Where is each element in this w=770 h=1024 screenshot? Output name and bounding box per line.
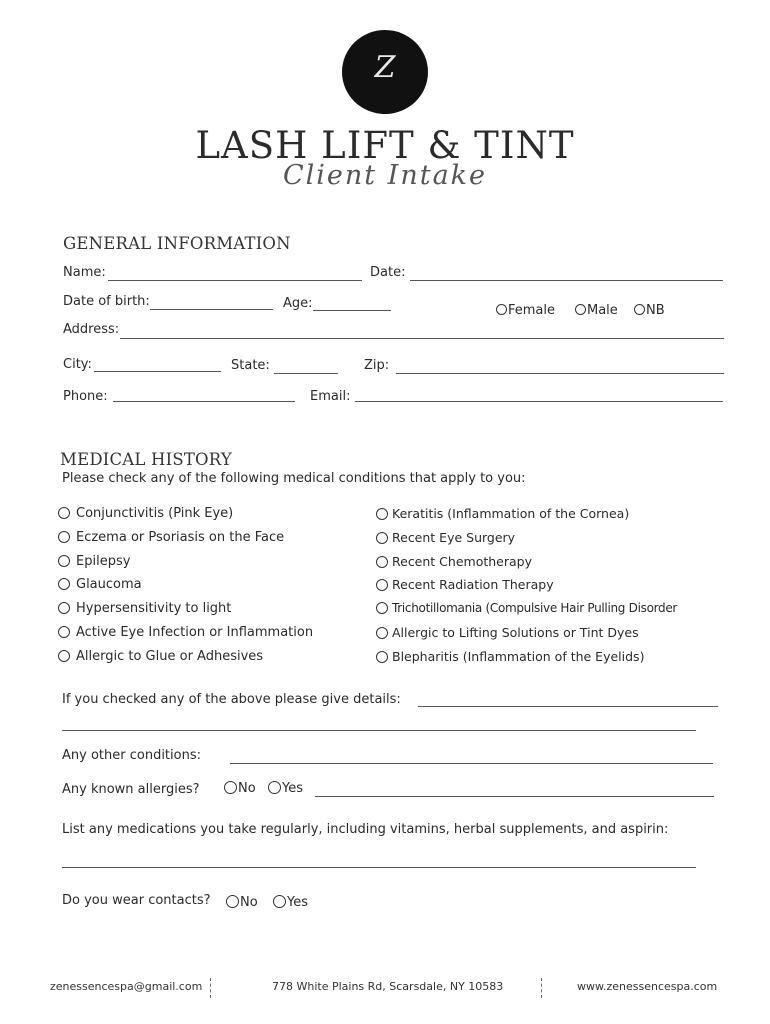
medications-label: List any medications you take regularly, including vitamins, herbal supplements, and aspirin:	[62, 822, 669, 837]
phone-label: Phone:	[63, 389, 108, 404]
radio-icon	[268, 781, 281, 794]
medications-field[interactable]	[62, 867, 696, 868]
condition-label: Glaucoma	[76, 577, 142, 592]
dob-label: Date of birth:	[63, 294, 150, 309]
footer-divider	[541, 978, 542, 998]
gender-nb-label: NB	[646, 303, 665, 318]
gender-nb[interactable]	[634, 303, 665, 318]
allergies-label: Any known allergies?	[62, 782, 200, 797]
condition-label: Recent Chemotherapy	[392, 554, 532, 569]
checkbox-circle-icon	[58, 650, 70, 662]
footer-divider	[210, 978, 211, 998]
state-field[interactable]	[274, 373, 338, 374]
condition-label: Blepharitis (Inflammation of the Eyelids)	[392, 649, 645, 664]
checkbox-circle-icon	[58, 602, 70, 614]
contacts-label: Do you wear contacts?	[62, 893, 211, 908]
condition-item[interactable]	[58, 506, 233, 521]
condition-item[interactable]	[58, 625, 313, 640]
condition-item[interactable]	[58, 577, 142, 592]
radio-icon	[224, 781, 237, 794]
radio-icon	[273, 895, 286, 908]
condition-label: Active Eye Infection or Inflammation	[76, 625, 314, 640]
allergies-field[interactable]	[315, 796, 714, 797]
condition-label: Allergic to Lifting Solutions or Tint Dyes	[392, 625, 639, 640]
contacts-yes[interactable]	[273, 895, 308, 910]
condition-item[interactable]	[376, 625, 639, 640]
condition-item[interactable]	[58, 554, 130, 569]
address-field[interactable]	[120, 338, 724, 339]
condition-item[interactable]	[58, 601, 231, 616]
checkbox-circle-icon	[58, 555, 70, 567]
city-field[interactable]	[94, 371, 221, 372]
gender-female[interactable]	[496, 303, 555, 318]
other-conditions-field[interactable]	[230, 763, 713, 764]
footer-address: 778 White Plains Rd, Scarsdale, NY 10583	[272, 980, 504, 993]
condition-label: Recent Radiation Therapy	[392, 577, 554, 592]
radio-icon	[226, 895, 239, 908]
allergies-no-label: No	[238, 781, 256, 796]
checkbox-circle-icon	[376, 602, 388, 614]
details-field-line2[interactable]	[62, 730, 696, 731]
other-conditions-label: Any other conditions:	[62, 748, 201, 763]
condition-label: Conjunctivitis (Pink Eye)	[76, 506, 234, 521]
checkbox-circle-icon	[376, 651, 388, 663]
age-label: Age:	[283, 296, 313, 311]
condition-label: Allergic to Glue or Adhesives	[76, 649, 264, 664]
checkbox-circle-icon	[376, 508, 388, 520]
details-label: If you checked any of the above please give details:	[62, 692, 401, 707]
condition-item[interactable]	[376, 649, 644, 664]
phone-field[interactable]	[113, 401, 295, 402]
condition-label: Recent Eye Surgery	[392, 530, 516, 545]
condition-item[interactable]	[376, 577, 554, 592]
checkbox-circle-icon	[376, 556, 388, 568]
address-label: Address:	[63, 322, 120, 337]
email-field[interactable]	[355, 401, 723, 402]
contacts-no-label: No	[240, 895, 258, 910]
email-label: Email:	[310, 389, 351, 404]
checkbox-circle-icon	[58, 507, 70, 519]
date-label: Date:	[370, 265, 406, 280]
name-field[interactable]	[108, 280, 362, 281]
checkbox-circle-icon	[58, 578, 70, 590]
checkbox-circle-icon	[58, 626, 70, 638]
name-label: Name:	[63, 265, 106, 280]
checkbox-circle-icon	[376, 579, 388, 591]
condition-label: Hypersensitivity to light	[76, 601, 232, 616]
footer-email: zenessencespa@gmail.com	[50, 980, 203, 993]
checkbox-circle-icon	[376, 627, 388, 639]
allergies-no[interactable]	[224, 781, 256, 796]
condition-item[interactable]	[58, 530, 284, 545]
date-field[interactable]	[410, 280, 723, 281]
condition-label: Trichotillomania (Compulsive Hair Pulling Disorder	[392, 601, 678, 615]
gender-male[interactable]	[575, 303, 618, 318]
condition-label: Epilepsy	[76, 554, 131, 569]
checkbox-circle-icon	[58, 531, 70, 543]
radio-icon	[496, 304, 507, 315]
medical-instruction: Please check any of the following medical conditions that apply to you:	[62, 471, 526, 486]
page-title: LASH LIFT & TINT	[195, 124, 575, 167]
zip-label: Zip:	[364, 358, 390, 373]
zip-field[interactable]	[396, 373, 724, 374]
gender-male-label: Male	[587, 303, 618, 318]
allergies-yes[interactable]	[268, 781, 303, 796]
footer-website: www.zenessencespa.com	[577, 980, 718, 993]
state-label: State:	[231, 358, 270, 373]
radio-icon	[575, 304, 586, 315]
condition-label: Keratitis (Inflammation of the Cornea)	[392, 506, 630, 521]
dob-field[interactable]	[150, 309, 273, 310]
condition-item[interactable]	[376, 506, 629, 521]
logo-monogram: Z	[374, 50, 396, 85]
logo	[342, 30, 428, 114]
general-heading: GENERAL INFORMATION	[63, 234, 291, 253]
checkbox-circle-icon	[376, 532, 388, 544]
details-field[interactable]	[418, 706, 718, 707]
allergies-yes-label: Yes	[282, 781, 303, 796]
condition-item[interactable]	[376, 530, 515, 545]
radio-icon	[634, 304, 645, 315]
medical-heading: MEDICAL HISTORY	[60, 450, 232, 469]
city-label: City:	[63, 357, 92, 372]
condition-item[interactable]	[376, 601, 677, 615]
condition-item[interactable]	[58, 649, 263, 664]
contacts-no[interactable]	[226, 895, 258, 910]
page-subtitle: Client Intake	[282, 160, 488, 191]
condition-label: Eczema or Psoriasis on the Face	[76, 530, 285, 545]
contacts-yes-label: Yes	[287, 895, 308, 910]
gender-female-label: Female	[508, 303, 556, 318]
condition-item[interactable]	[376, 554, 532, 569]
age-field[interactable]	[313, 310, 391, 311]
